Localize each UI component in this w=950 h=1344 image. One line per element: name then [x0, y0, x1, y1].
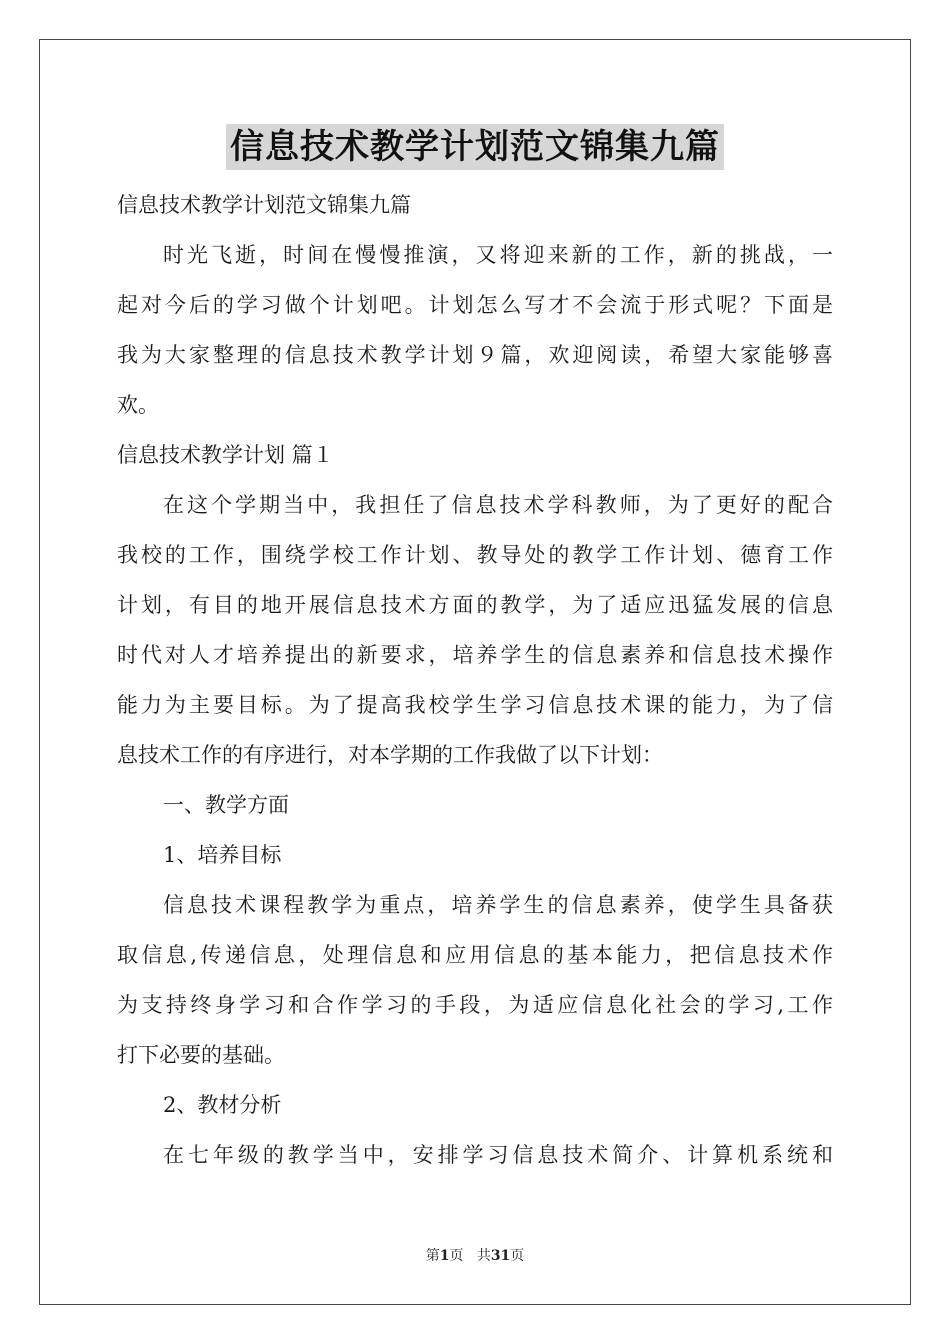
- paragraph-line: 在七年级的教学当中，安排学习信息技术简介、计算机系统和: [163, 1143, 833, 1167]
- subheading-goal: 1、培养目标: [163, 843, 282, 867]
- paragraph-line: 为支持终身学习和合作学习的手段，为适应信息化社会的学习,工作: [117, 993, 833, 1017]
- total-suffix: 页: [510, 1248, 525, 1264]
- paragraph-line: 信息技术课程教学为重点，培养学生的信息素养，使学生具备获: [163, 893, 833, 917]
- intro-line: 欢。: [117, 393, 159, 417]
- subtitle: 信息技术教学计划范文锦集九篇: [117, 193, 411, 217]
- subheading-teaching: 一、教学方面: [163, 793, 289, 817]
- paragraph-line: 取信息,传递信息，处理信息和应用信息的基本能力，把信息技术作: [117, 943, 833, 967]
- title-container: [0, 124, 950, 170]
- paragraph-line: 打下必要的基础。: [117, 1043, 285, 1067]
- page-suffix: 页: [449, 1248, 464, 1264]
- paragraph-line: 我校的工作，围绕学校工作计划、教导处的教学工作计划、德育工作: [117, 543, 833, 567]
- paragraph-line: 计划，有目的地开展信息技术方面的教学，为了适应迅猛发展的信息: [117, 593, 833, 617]
- paragraph-line: 时代对人才培养提出的新要求，培养学生的信息素养和信息技术操作: [117, 643, 833, 667]
- paragraph-line: 在这个学期当中，我担任了信息技术学科教师，为了更好的配合: [163, 493, 833, 517]
- intro-line: 时光飞逝，时间在慢慢推演，又将迎来新的工作，新的挑战，一: [163, 243, 833, 267]
- intro-line: 我为大家整理的信息技术教学计划９篇，欢迎阅读，希望大家能够喜: [117, 343, 833, 367]
- page-footer: [0, 1245, 950, 1265]
- total-pages: 31: [490, 1248, 511, 1264]
- section-heading: 信息技术教学计划 篇１: [117, 443, 334, 467]
- page-number: 1: [439, 1248, 450, 1264]
- page-prefix: 第: [425, 1248, 440, 1264]
- paragraph-line: 能力为主要目标。为了提高我校学生学习信息技术课的能力，为了信: [117, 693, 833, 717]
- subheading-materials: 2、教材分析: [163, 1093, 282, 1117]
- total-prefix: 共: [476, 1248, 491, 1264]
- document-body: [117, 180, 833, 1180]
- intro-line: 起对今后的学习做个计划吧。计划怎么写才不会流于形式呢？下面是: [117, 293, 833, 317]
- document-title: 信息技术教学计划范文锦集九篇: [226, 124, 724, 170]
- paragraph-line: 息技术工作的有序进行，对本学期的工作我做了以下计划：: [117, 743, 663, 767]
